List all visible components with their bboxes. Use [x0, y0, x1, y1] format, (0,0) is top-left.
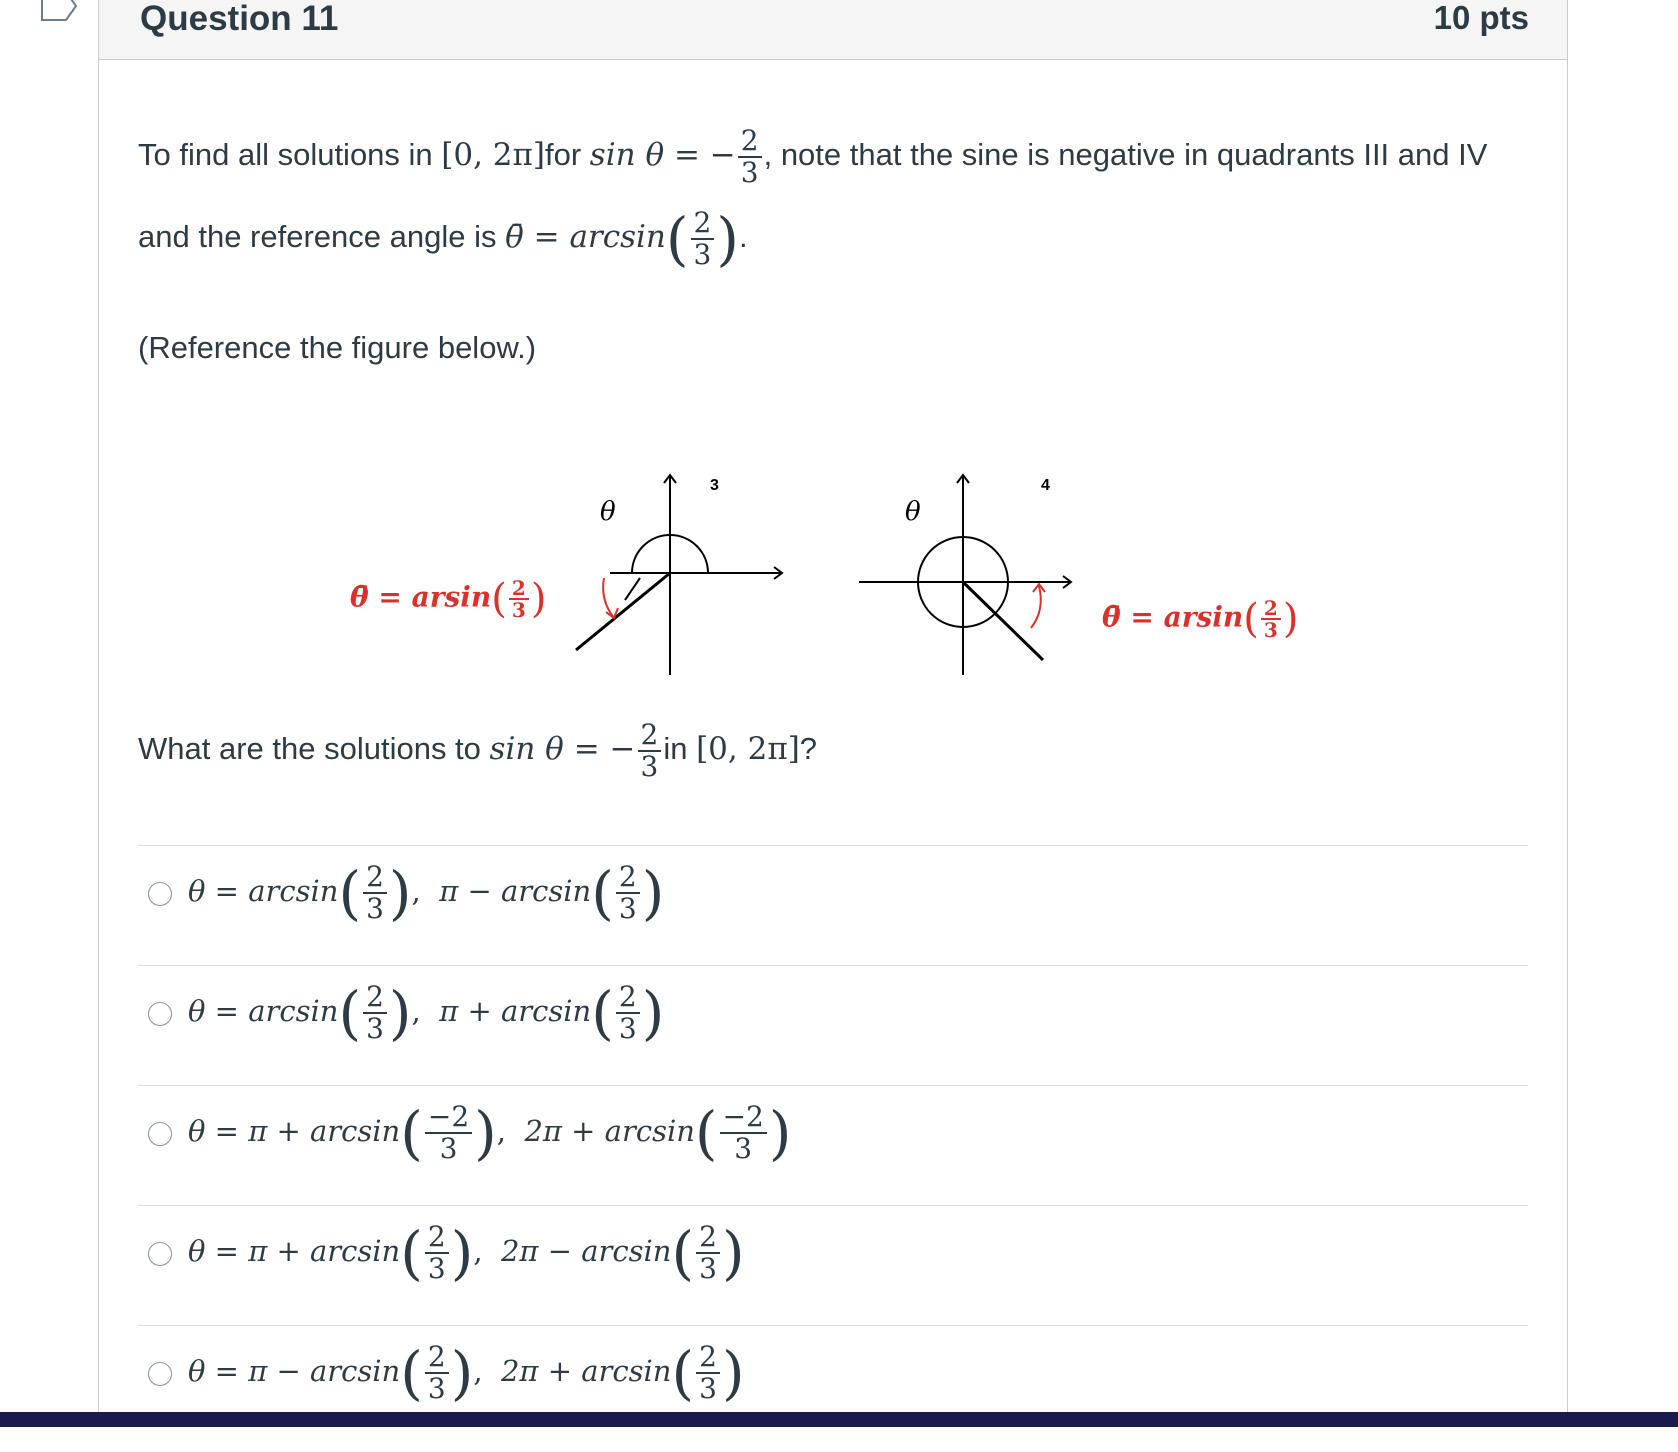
bookmark-flag-icon[interactable]	[40, 0, 80, 26]
fraction: $\frac{2}{3}$	[691, 208, 715, 270]
figure-left-label: θ̄ = arsin( $\frac{2}{3}$ )	[350, 576, 547, 622]
unit-circle-right-diagram	[855, 470, 1095, 680]
divider	[138, 845, 1528, 846]
option-math: θ = π + arcsin( $\frac{-2}{3}$ ), 2π + arcsin( $\frac{-2}{3}$ )	[188, 1099, 792, 1167]
divider	[138, 1325, 1528, 1326]
question-header	[99, 0, 1567, 60]
option-math: θ = arcsin( $\frac{2}{3}$ ), π − arcsin( $\frac{2}{3}$ )	[188, 859, 665, 927]
fraction: $\frac{2}{3}$	[738, 126, 762, 188]
prompt-suffix: , note that the sine is negative in quadrants III and IV	[763, 137, 1488, 173]
radio-button[interactable]	[148, 1362, 172, 1386]
divider	[138, 1085, 1528, 1086]
radio-button[interactable]	[148, 882, 172, 906]
svg-text:3: 3	[710, 477, 719, 494]
interval-math: [0, 2π]	[441, 137, 545, 174]
prompt-line-1	[138, 126, 1487, 188]
svg-text:θ: θ	[600, 497, 616, 527]
fraction: $\frac{2}{3}$	[638, 720, 662, 782]
radio-button[interactable]	[148, 1122, 172, 1146]
sine-equation: sin θ = −	[589, 137, 736, 174]
bottom-bar	[0, 1412, 1678, 1427]
question-line: What are the solutions to sin θ = − $\frac{2}{3}$ in [0, 2π]?	[138, 718, 818, 783]
prompt-for-text: for	[545, 137, 590, 173]
prompt-text: To find all solutions in	[138, 137, 442, 173]
unit-circle-left-diagram	[560, 470, 800, 680]
prompt-text: and the reference angle is	[138, 219, 506, 255]
radio-button[interactable]	[148, 1002, 172, 1026]
svg-text:4: 4	[1041, 477, 1050, 494]
divider	[138, 1205, 1528, 1206]
question-text: What are the solutions to	[138, 731, 490, 767]
question-title: Question 11	[140, 0, 339, 38]
reference-note: (Reference the figure below.)	[138, 330, 537, 365]
option-math: θ = arcsin( $\frac{2}{3}$ ), π + arcsin( $\frac{2}{3}$ )	[188, 979, 665, 1047]
prompt-line-2: and the reference angle is θ̄ = arcsin( $\frac{2}{3}$ ).	[138, 205, 748, 273]
figure-right-label: θ̄ = arsin( $\frac{2}{3}$ )	[1102, 596, 1299, 642]
reference-angle-math: θ̄ = arcsin	[505, 219, 666, 256]
question-math: sin θ = −	[489, 731, 636, 768]
divider	[138, 965, 1528, 966]
question-points: 10 pts	[1433, 0, 1529, 36]
option-math: θ = π + arcsin( $\frac{2}{3}$ ), 2π − arcsin( $\frac{2}{3}$ )	[188, 1219, 745, 1287]
radio-button[interactable]	[148, 1242, 172, 1266]
svg-text:θ: θ	[905, 497, 921, 527]
option-math: θ = π − arcsin( $\frac{2}{3}$ ), 2π + arcsin( $\frac{2}{3}$ )	[188, 1339, 745, 1407]
